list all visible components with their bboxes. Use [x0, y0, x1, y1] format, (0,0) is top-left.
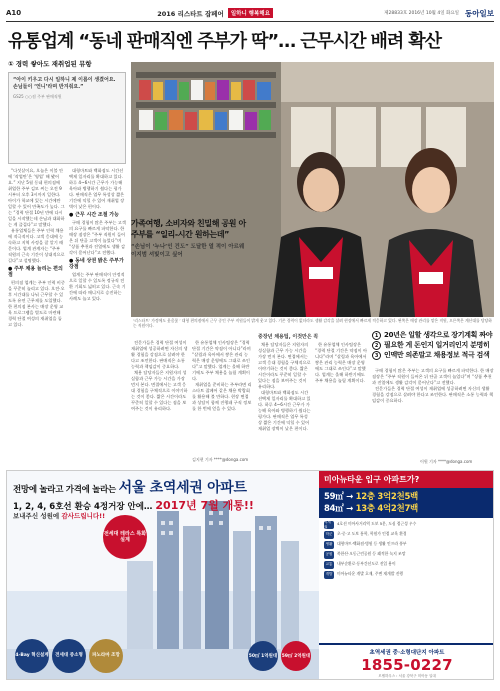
ad-feature-list [319, 518, 494, 584]
sidebar-column-3 [372, 368, 494, 458]
ad-thanks-highlight: 감사드립니다!! [61, 512, 106, 520]
series-title [46, 8, 384, 18]
column-text: “다섯살이요, 오늘은 이불 안에 ‘작업만’은 ‘영업’ 해 봤어요.” 지난 5월 동네 편의점에 취업한 주부 김모 씨는 오전 9시부터 오후 3시까지 일한다. 아이가 학교에 있는 시간에만 일할 수 있어 만족도가 높다. 그는 “경력 단절 10년 만에 다시 일을 시작했는데 손님과 대화하는 게 즐겁다”고 말했다. [8, 168, 65, 227]
list-item-text: 미아뉴타운 개발 호재, 주변 재개발 진행 [337, 571, 403, 576]
ad-contact-label: 초역세권 중·소형대단지 아파트 [369, 650, 445, 656]
point-text: 인맥만 의존말고 채용정보 적극 검색 [384, 351, 490, 359]
shopping-icon: 생활 [324, 541, 334, 549]
ad-thanks [13, 511, 105, 520]
point-number: 2 [372, 341, 381, 350]
column-text: 채용 담당자들은 지원자의 성실함과 근무 가능 시간을 가장 먼저 본다. 면접에서는 고객 응대 경험을 구체적으로 이야기하는 것이 좋다. 짧은 시간이라도 꾸준히 일할 수 있다는 점을 보여주는 것이 유리하다. [131, 370, 188, 411]
list-item-text: 초·중·고 도보 통학, 학원가 인접 교육 환경 [337, 531, 407, 536]
ad-headline-lead: 전망에 놀라고 가격에 놀라는 [13, 485, 116, 495]
header-rule [6, 21, 494, 22]
column-text: 재취업을 준비하는 주부라면 리스타트 잡페어 같은 채용 박람회를 활용해 볼 만하다. 현장 면접과 상담이 함께 진행돼 구직 정보를 한 번에 얻을 수 있다. [192, 382, 252, 411]
column-text: 업계는 주부 판매직이 안정적으로 일할 수 있도록 정규직 전환 기회도 넓히고 있다. 근속 기간에 따라 매니저로 승진하는 사례도 늘고 있다. [69, 272, 126, 301]
point-number: 1 [372, 331, 381, 340]
lede-title: ① 경력 쌓아도 재취업된 뮤항 [8, 60, 92, 68]
page-number: A10 [6, 9, 22, 17]
unit-price: 12층 3억2천5백 [355, 492, 418, 502]
point-number: 3 [372, 351, 381, 360]
list-item [324, 541, 490, 549]
article-column-2 [69, 168, 126, 464]
park-icon: 공원 [324, 551, 334, 559]
school-icon: 학군 [324, 531, 334, 539]
pull-quote [131, 218, 249, 259]
article-column-3 [131, 340, 188, 464]
subhead: ● 동네 상권 밝은 주부가 강점 [69, 258, 124, 270]
column-text: 한 유통업체 인사팀장은 “경력 단절 기간은 약점이 아니다”라며 “살림과 육아에서 쌓은 관리 능력은 매장 운영에도 그대로 쓰인다”고 말했다. 업계는 올해 하반기에도 주부 채용을 늘릴 계획이다. [315, 342, 367, 383]
photo-caption: ‘리스타트’ 가정에도 웃음꽃 ’ 대형 편의점에서 근무 중인 주부 직원들이 밝게 웃고 있다. 기존 경력이 없더라도 생활 감각을 살려 현장에서 빠르게 적응하고 있다. 왼쪽은 매장 관리를 맡은 직원, 오른쪽은 계산대를 담당하는 직원이다. [133, 318, 492, 329]
subhead: ● 주부 채용 늘리는 편의점 [8, 266, 63, 278]
series-name: 2016 리스타트 잡페어 [157, 9, 224, 18]
byline-left: 김지현 기자 ****@donga.com [192, 457, 249, 462]
development-icon: 개발 [324, 571, 334, 579]
column-text: 구매 경험이 많은 주부는 고객의 요구를 빠르게 파악한다. 한 매장 점장은 “주부 직원이 들어온 뒤 단골 고객이 늘었다”며 “상품 추천과 진열에도 생활 감각이 묻어난다”고 전했다. [69, 220, 126, 255]
headline: 유통업계 “동네 판매직엔 주부가 딱”… 근무시간 배려 확산 [8, 31, 441, 52]
unit-area: 59㎡ → [324, 492, 353, 502]
column-text: 전문가들은 경력 단절 여성이 재취업에 성공하려면 자신의 생활 경험을 강점으로 살려야 한다고 조언한다. 판매직은 소통 능력과 책임감이 중요하다. [131, 340, 188, 369]
pull-quote-sub: “손님이 ‘누나’인 건도” 도달한 열 적이 아르웨 이지범 셔빛이고 싶어 [131, 244, 245, 258]
list-item [324, 521, 490, 529]
column-text: 채용 담당자들은 지원자의 성실함과 근무 가능 시간을 가장 먼저 본다. 면접에서는 고객 응대 경험을 구체적으로 이야기하는 것이 좋다. 짧은 시간이라도 꾸준히 일할 수 있다는 점을 보여주는 것이 유리하다. [258, 342, 311, 389]
point-text: 필요한 게 돈인지 일거리인지 분명히 [384, 341, 490, 349]
list-item-text: 내부순환로·동부간선도로 진입 용이 [337, 561, 396, 566]
list-item-text: 대형마트·백화점·병원 등 생활 인프라 풍부 [337, 541, 407, 546]
terrace-badge: 전세대 테라스 특화설계 [103, 515, 147, 559]
sidebar-points [372, 330, 494, 360]
ad-subheadline-lead: 1, 2, 4, 6호선 환승 4정거장 안에… [13, 502, 153, 512]
column-text: 구매 경험이 많은 주부는 고객의 요구를 빠르게 파악한다. 한 매장 점장은 “주부 직원이 들어온 뒤 단골 고객이 늘었다”며 “상품 추천과 진열에도 생활 감각이 묻어난다”고 전했다. [372, 368, 494, 385]
column-text: 대형마트와 백화점도 시간선택제 일자리를 확대하고 있다. 하루 4~6시간 근무가 가능해 육아와 병행하기 쉽다는 평가다. 판매직은 업무 특성상 짧은 기간에 익힐 수 있어 재취업 장벽이 낮은 편이다. [69, 168, 125, 209]
column-text: 대형마트와 백화점도 시간선택제 일자리를 확대하고 있다. 하루 4~6시간 근무가 가능해 육아와 병행하기 쉽다는 평가다. 판매직은 업무 특성상 짧은 기간에 익힐 수 있어 재취업 장벽이 낮은 편이다. [258, 390, 311, 431]
list-item [324, 531, 490, 539]
newspaper-logo: 동아일보 [465, 8, 494, 18]
lede-source: GS25 ○○점 주부 판매직원 [13, 94, 62, 99]
ad-main-panel [7, 471, 319, 680]
ad-size-prices [319, 488, 494, 518]
apartment-advertisement[interactable] [6, 470, 494, 680]
store-photo [131, 62, 494, 317]
column-text: 유통업체들은 주부 인력 채용에 적극적이다. 고객 응대에 능숙하고 지역 사정을 잘 알기 때문이다. 업계 관계자는 “주부 직원의 근속 기간이 상대적으로 길다”고 설명했다. [8, 228, 65, 263]
column-text: 한 유통업체 인사팀장은 “경력 단절 기간은 약점이 아니다”라며 “살림과 육아에서 쌓은 관리 능력은 매장 운영에도 그대로 쓰인다”고 말했다. 업계는 올해 하반기에도 주부 채용을 늘릴 계획이다. [192, 340, 251, 381]
list-item [324, 571, 490, 579]
subway-icon: 역세권 [324, 521, 334, 529]
photo-illustration [131, 62, 494, 317]
article-column-1 [8, 168, 65, 464]
ad-headline [13, 477, 247, 497]
feature-badge: 파노라마 조망 [89, 639, 123, 673]
feature-badge: 4-Bay 혁신설계 [15, 639, 49, 673]
unit-price: 13층 4억2천7백 [355, 504, 418, 514]
ad-contact [319, 643, 494, 680]
size-price-row [324, 491, 490, 503]
article-column-4 [192, 340, 252, 464]
feature-badges [15, 639, 123, 673]
list-item-text: 북한산·오동근린공원 등 쾌적한 녹지 조망 [337, 551, 406, 556]
feature-badge: 전세대 중소형 [52, 639, 86, 673]
sidebar-column-1 [258, 342, 311, 464]
issue-date: 제28833호 2016년 10월 4일 화요일 [384, 11, 460, 16]
lede-quote: “아이 키우고 다시 일하니 제 이름이 생겼어요. 손님들이 ‘언니’라며 반겨줘요.” [13, 77, 116, 90]
ad-panel-heading: 미아뉴타운 입구 아파트가? [319, 471, 494, 488]
size-price-row [324, 503, 490, 515]
byline-right: 이원 기자 ****@donga.com [420, 459, 473, 464]
sidebar-heading: 중장년 채용팁, 이것만은 꼭 [258, 334, 319, 340]
ad-info-panel [319, 471, 494, 680]
list-item [324, 551, 490, 559]
sidebar-column-2 [315, 342, 368, 464]
pull-quote-main: 가족여행, 소비자와 친밀해 공원 아주부를 “일리-시간 원하는데” [131, 219, 246, 239]
list-item-text: 4호선 미아사거리역 도보 5분, 도심 접근성 우수 [337, 521, 417, 526]
column-text: 편의점 업계는 주부 인력 비중을 꾸준히 늘리고 있다. 오전·오후 시간대를 나눠 근무할 수 있도록 유연 근무제를 도입했다. 한 편의점 본사는 매장 운영 교육 프로그램을 별도로 마련해 경력 단절 여성의 재취업을 돕고 있다. [8, 280, 65, 327]
series-tag: 일하니 행복해요 [228, 8, 273, 18]
ad-address: 모델하우스 : 서울 강북구 미아동 일대 [378, 674, 436, 678]
ad-subheadline-highlight: 2017년 7월 개통!! [155, 499, 254, 512]
column-text: 전문가들은 경력 단절 여성이 재취업에 성공하려면 자신의 생활 경험을 강점으로 살려야 한다고 조언한다. 판매직은 소통 능력과 책임감이 중요하다. [372, 386, 494, 403]
ad-thanks-lead: 보내주신 성원에 [13, 512, 60, 520]
page-header [6, 6, 494, 20]
ad-headline-main: 서울 초역세권 아파트 [118, 480, 247, 496]
lede-box [8, 72, 126, 164]
sidebar-point [372, 330, 494, 340]
phone-number[interactable]: 1855-0227 [361, 656, 453, 674]
price-badge: 59㎡ 2억원대 [281, 641, 311, 671]
sidebar-point [372, 340, 494, 350]
road-icon: 교통 [324, 561, 334, 569]
price-badges [248, 641, 311, 671]
sidebar-point [372, 350, 494, 360]
subhead: ● 근무 시간 조절 가능 [69, 212, 119, 218]
unit-area: 84㎡ → [324, 504, 353, 514]
price-badge: 50㎡ 1억원대 [248, 641, 278, 671]
list-item [324, 561, 490, 569]
point-text: 20년은 일할 생각으로 장기계획 짜야 [384, 331, 493, 339]
